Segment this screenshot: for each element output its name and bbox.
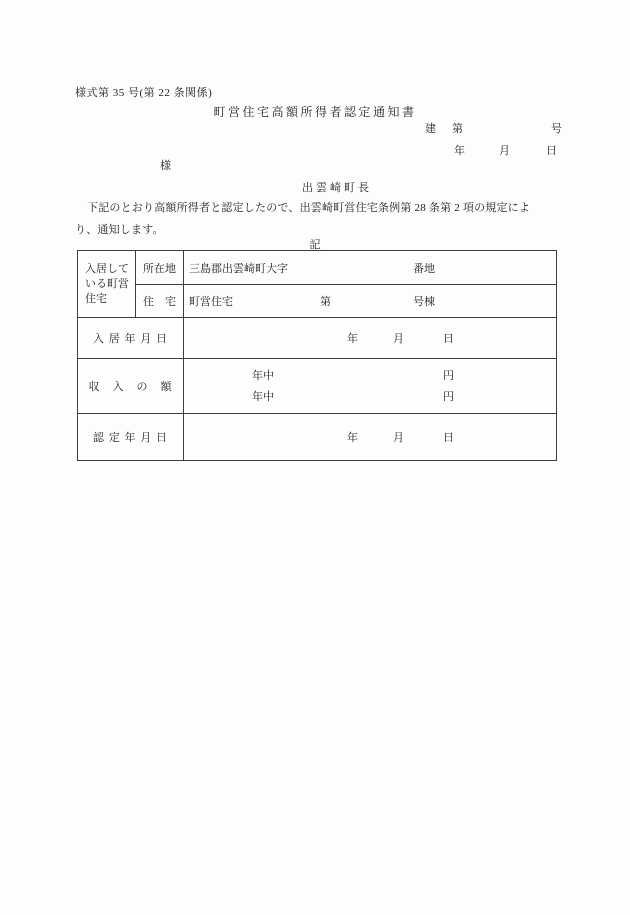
income-line2-yen-label: 円 [443,391,454,403]
notification-table [77,250,557,461]
income-value-cell [184,359,557,414]
certified-label-cell: 認 定 年 月 日 [78,414,184,461]
location-banchi-label: 番地 [413,262,435,275]
income-line1-nenchu-label: 年中 [252,370,274,382]
doc-number-ken-label: 建 [425,123,436,135]
housing-label-cell: 住 宅 [136,285,184,318]
location-prefix-text: 三島郡出雲崎町大字 [189,262,288,275]
move-in-day-label: 日 [443,333,454,345]
table-row-location [78,251,557,285]
location-label-cell: 所在地 [136,251,184,285]
body-text-line-1: 下記のとおり高額所得者と認定したので、出雲崎町営住宅条例第 28 条第 2 項の規定によ [87,202,531,214]
sender-mayor: 出雲崎町長 [302,182,372,194]
income-label-cell: 収 入 の 額 [78,359,184,414]
move-in-value-cell [184,318,557,359]
table-row-move-in-date [78,318,557,359]
location-value-cell [184,251,557,285]
table-row-certified-date [78,414,557,461]
document-title: 町営住宅高額所得者認定通知書 [213,105,417,119]
issue-date-year-label: 年 [454,145,465,157]
doc-number-go-label: 号 [551,123,562,135]
certified-value-cell [184,414,557,461]
issue-date-month-label: 月 [499,145,510,157]
move-in-year-label: 年 [347,333,358,345]
issue-date-line [0,142,630,156]
table-row-income-amount [78,359,557,414]
doc-number-dai-label: 第 [452,123,463,135]
certified-month-label: 月 [393,432,404,444]
unit-label-cell: 入居している町営住宅 [78,251,136,318]
housing-value-cell [184,285,557,318]
body-text-line-2: り、通知します。 [75,224,164,236]
doc-number-line [0,120,630,134]
table-row-housing [78,285,557,318]
ki-heading: 記 [309,239,321,251]
income-line2-nenchu-label: 年中 [252,391,274,403]
housing-goto-label: 号棟 [413,296,435,308]
certified-day-label: 日 [443,432,454,444]
housing-dai-label: 第 [320,296,331,308]
move-in-label-cell: 入 居 年 月 日 [78,318,184,359]
form-number: 様式第 35 号(第 22 条関係) [75,87,213,99]
issue-date-day-label: 日 [546,145,557,157]
move-in-month-label: 月 [393,333,404,345]
income-line1-yen-label: 円 [443,370,454,382]
addressee-sama-label: 様 [160,160,171,172]
housing-prefix-text: 町営住宅 [189,296,233,308]
certified-year-label: 年 [347,432,358,444]
